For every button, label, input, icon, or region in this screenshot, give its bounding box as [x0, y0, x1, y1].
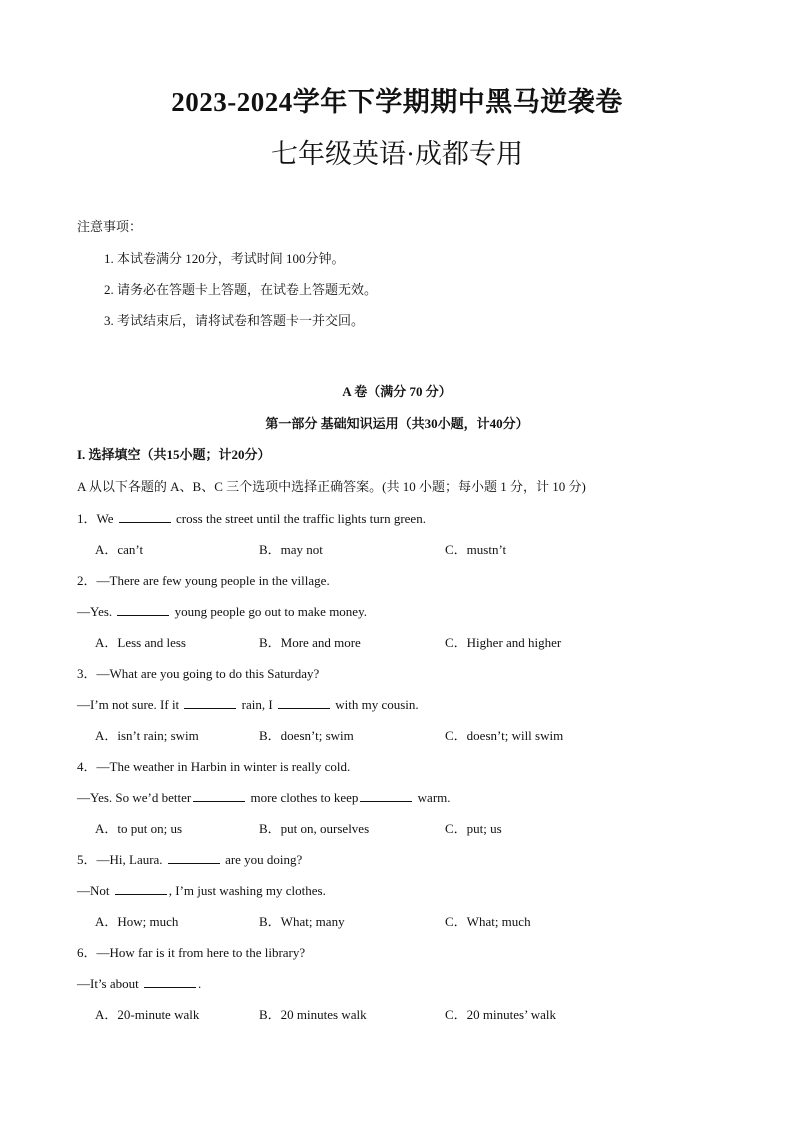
answer-option: B．may not	[259, 542, 323, 557]
question-response	[77, 697, 419, 713]
answer-option: C．Higher and higher	[445, 635, 562, 650]
question-text: 3．—What are you going to do this Saturday?	[77, 666, 320, 681]
answer-blank	[184, 697, 236, 709]
answer-blank	[278, 697, 330, 709]
question-text: , I’m just washing my clothes.	[168, 883, 326, 898]
answer-blank	[117, 604, 169, 616]
question-stem	[77, 759, 350, 775]
question-stem	[77, 945, 305, 961]
answer-option: C．doesn’t; will swim	[445, 728, 564, 743]
question-text: more clothes to keep	[247, 790, 359, 805]
question-text: —It’s about	[77, 976, 142, 991]
notice-item: 1. 本试卷满分 120分，考试时间 100分钟。	[104, 251, 345, 266]
question-stem	[77, 511, 426, 527]
question-response	[77, 790, 451, 806]
question-text: 1．We	[77, 511, 117, 526]
question-response	[77, 883, 326, 899]
question-stem	[77, 852, 302, 868]
notice-item: 3. 考试结束后，请将试卷和答题卡一并交回。	[104, 313, 365, 328]
answer-option: B．put on, ourselves	[259, 821, 370, 836]
answer-option: C．put; us	[445, 821, 502, 836]
question-stem	[77, 573, 330, 589]
question-text: —I’m not sure. If it	[77, 697, 183, 712]
question-text: 4．—The weather in Harbin in winter is really cold.	[77, 759, 351, 774]
question-text: 2．—There are few young people in the village.	[77, 573, 330, 588]
question-text: —Not	[77, 883, 113, 898]
question-text: with my cousin.	[331, 697, 419, 712]
question-text: cross the street until the traffic lights turn green.	[172, 511, 426, 526]
question-response	[77, 976, 201, 992]
answer-option: B．20 minutes walk	[259, 1007, 367, 1022]
section-i-heading	[77, 447, 271, 463]
question-text: rain, I	[238, 697, 276, 712]
answer-option: C．What; much	[445, 914, 531, 929]
question-stem	[77, 666, 319, 682]
question-text: .	[198, 976, 202, 991]
answer-blank	[360, 790, 412, 802]
answer-option: A．20-minute walk	[95, 1007, 200, 1022]
answer-option: A．to put on; us	[95, 821, 183, 836]
answer-option: C．20 minutes’ walk	[445, 1007, 556, 1022]
answer-option: A．isn’t rain; swim	[95, 728, 199, 743]
notice-heading: 注意事项：	[77, 219, 143, 234]
answer-option: B．More and more	[259, 635, 361, 650]
page-title: 2023-2024学年下学期期中黑马逆袭卷	[171, 87, 623, 117]
answer-option: B．doesn’t; swim	[259, 728, 354, 743]
answer-option: C．mustn’t	[445, 542, 507, 557]
question-text: young people go out to make money.	[171, 604, 367, 619]
question-response	[77, 604, 367, 620]
instruction-a: A 从以下各题的 A、B、C 三个选项中选择正确答案。(共 10 小题；每小题 1 分，计 10 分)	[77, 479, 586, 494]
part-one-heading: 第一部分 基础知识运用（共30小题，计40分）	[265, 416, 529, 431]
question-text: 6．—How far is it from here to the library?	[77, 945, 306, 960]
question-text: —Yes. So we’d better	[77, 790, 192, 805]
question-text: 5．—Hi, Laura.	[77, 852, 166, 867]
answer-blank	[168, 852, 220, 864]
question-text: —Yes.	[77, 604, 116, 619]
answer-blank	[144, 976, 196, 988]
answer-blank	[115, 883, 167, 895]
page-subtitle: 七年级英语·成都专用	[271, 139, 523, 169]
answer-blank	[193, 790, 245, 802]
answer-option: B．What; many	[259, 914, 345, 929]
answer-option: A．can’t	[95, 542, 144, 557]
answer-option: A．Less and less	[95, 635, 186, 650]
question-text: are you doing?	[221, 852, 303, 867]
answer-option: A．How; much	[95, 914, 179, 929]
notice-item: 2. 请务必在答题卡上答题，在试卷上答题无效。	[104, 282, 378, 297]
part-a-heading: A 卷（满分 70 分）	[342, 384, 452, 399]
section-i-text: I. 选择填空（共15小题；计20分）	[77, 447, 271, 462]
question-text: warm.	[414, 790, 451, 805]
answer-blank	[119, 511, 171, 523]
